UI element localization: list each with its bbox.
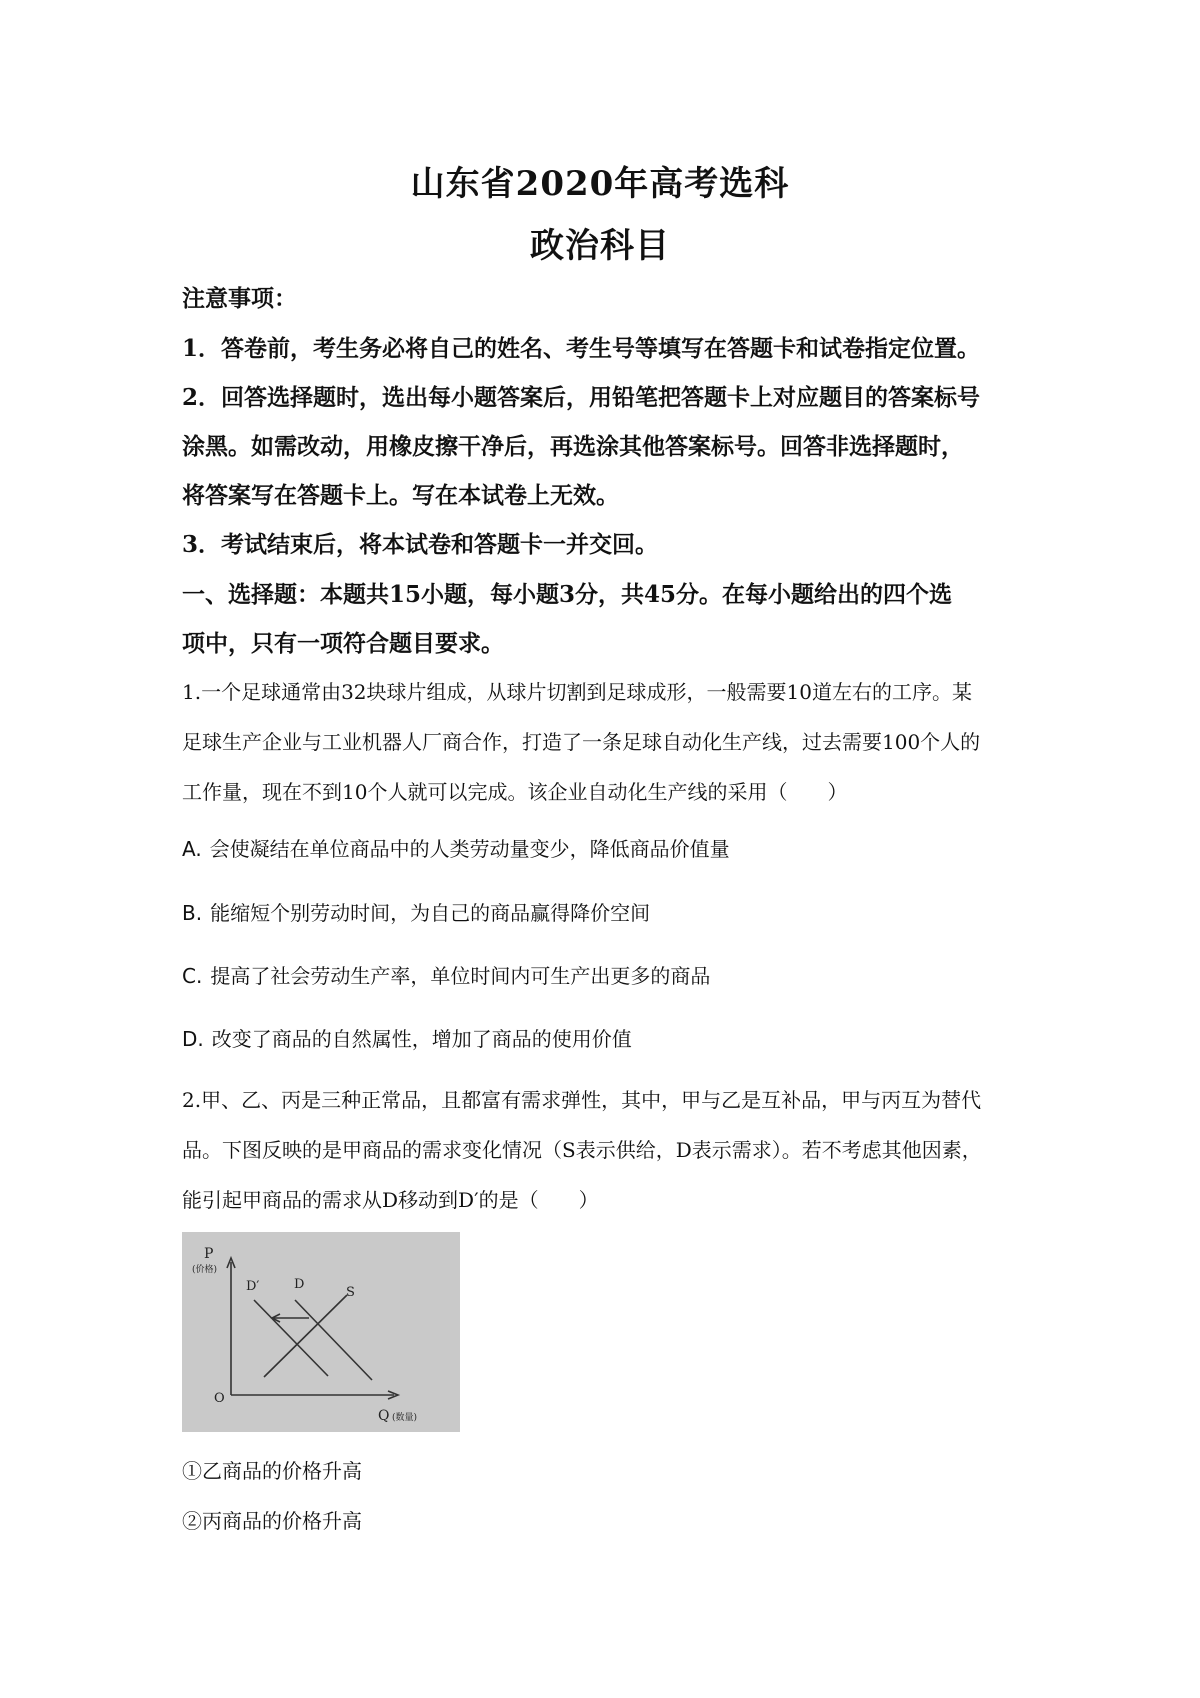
notice-line: 2．回答选择题时，选出每小题答案后，用铅笔把答题卡上对应题目的答案标号 xyxy=(182,384,981,411)
notice-line: 3．考试结束后，将本试卷和答题卡一并交回。 xyxy=(182,531,659,558)
notice-line: 1．答卷前，考生务必将自己的姓名、考生号等填写在答题卡和试卷指定位置。 xyxy=(182,335,981,362)
question-1-option-a xyxy=(182,833,1042,862)
question-1-option-d xyxy=(182,1023,1042,1052)
question-2-choice: ②丙商品的价格升高 xyxy=(182,1509,362,1533)
option-letter: C. xyxy=(182,964,203,988)
curve-d-label: D xyxy=(294,1277,305,1292)
exam-subject: 政治科目 xyxy=(530,226,670,266)
exam-title: 山东省2020年高考选科 xyxy=(410,164,790,204)
y-axis-label: P xyxy=(204,1246,214,1262)
question-1-stem: 工作量，现在不到10个人就可以完成。该企业自动化生产线的采用（ ） xyxy=(182,780,848,804)
x-axis-label: Q xyxy=(378,1408,390,1424)
curve-d xyxy=(295,1300,372,1380)
x-axis-note: (数量) xyxy=(392,1413,418,1423)
option-text: 能缩短个别劳动时间，为自己的商品赢得降价空间 xyxy=(210,901,651,925)
question-2-choice: ①乙商品的价格升高 xyxy=(182,1459,362,1483)
supply-demand-diagram xyxy=(182,1232,460,1432)
curve-d-prime-label: D′ xyxy=(246,1279,260,1294)
curve-d-prime xyxy=(254,1300,328,1376)
option-text: 会使凝结在单位商品中的人类劳动量变少，降低商品价值量 xyxy=(209,837,730,861)
question-1-option-c xyxy=(182,960,1042,989)
question-1-stem: 足球生产企业与工业机器人厂商合作，打造了一条足球自动化生产线，过去需要100个人的 xyxy=(182,730,981,754)
option-text: 改变了商品的自然属性，增加了商品的使用价值 xyxy=(211,1027,632,1051)
question-2-stem: 2.甲、乙、丙是三种正常品，且都富有需求弹性，其中，甲与乙是互补品，甲与丙互为替代 xyxy=(182,1088,982,1112)
notice-line: 将答案写在答题卡上。写在本试卷上无效。 xyxy=(182,482,619,509)
notice-heading: 注意事项： xyxy=(182,285,297,312)
option-letter: D. xyxy=(182,1027,204,1051)
option-text: 提高了社会劳动生产率，单位时间内可生产出更多的商品 xyxy=(210,964,711,988)
question-1-option-b xyxy=(182,897,1042,926)
notice-line: 涂黑。如需改动，用橡皮擦干净后，再选涂其他答案标号。回答非选择题时， xyxy=(182,433,964,460)
origin-label: O xyxy=(214,1391,225,1406)
supply-demand-figure xyxy=(182,1232,460,1432)
question-2-stem: 品。下图反映的是甲商品的需求变化情况（S表示供给，D表示需求）。若不考虑其他因素， xyxy=(182,1138,982,1162)
section-heading: 一、选择题：本题共15小题，每小题3分，共45分。在每小题给出的四个选 xyxy=(182,581,953,608)
curve-s-label: S xyxy=(346,1285,355,1300)
option-letter: A. xyxy=(182,837,202,861)
section-heading: 项中，只有一项符合题目要求。 xyxy=(182,630,504,657)
question-1-stem: 1.一个足球通常由32块球片组成，从球片切割到足球成形，一般需要10道左右的工序。某 xyxy=(182,680,972,704)
question-2-stem: 能引起甲商品的需求从D移动到D′的是（ ） xyxy=(182,1188,599,1212)
y-axis-note: (价格) xyxy=(192,1265,218,1275)
option-letter: B. xyxy=(182,901,203,925)
curve-s xyxy=(264,1295,347,1377)
